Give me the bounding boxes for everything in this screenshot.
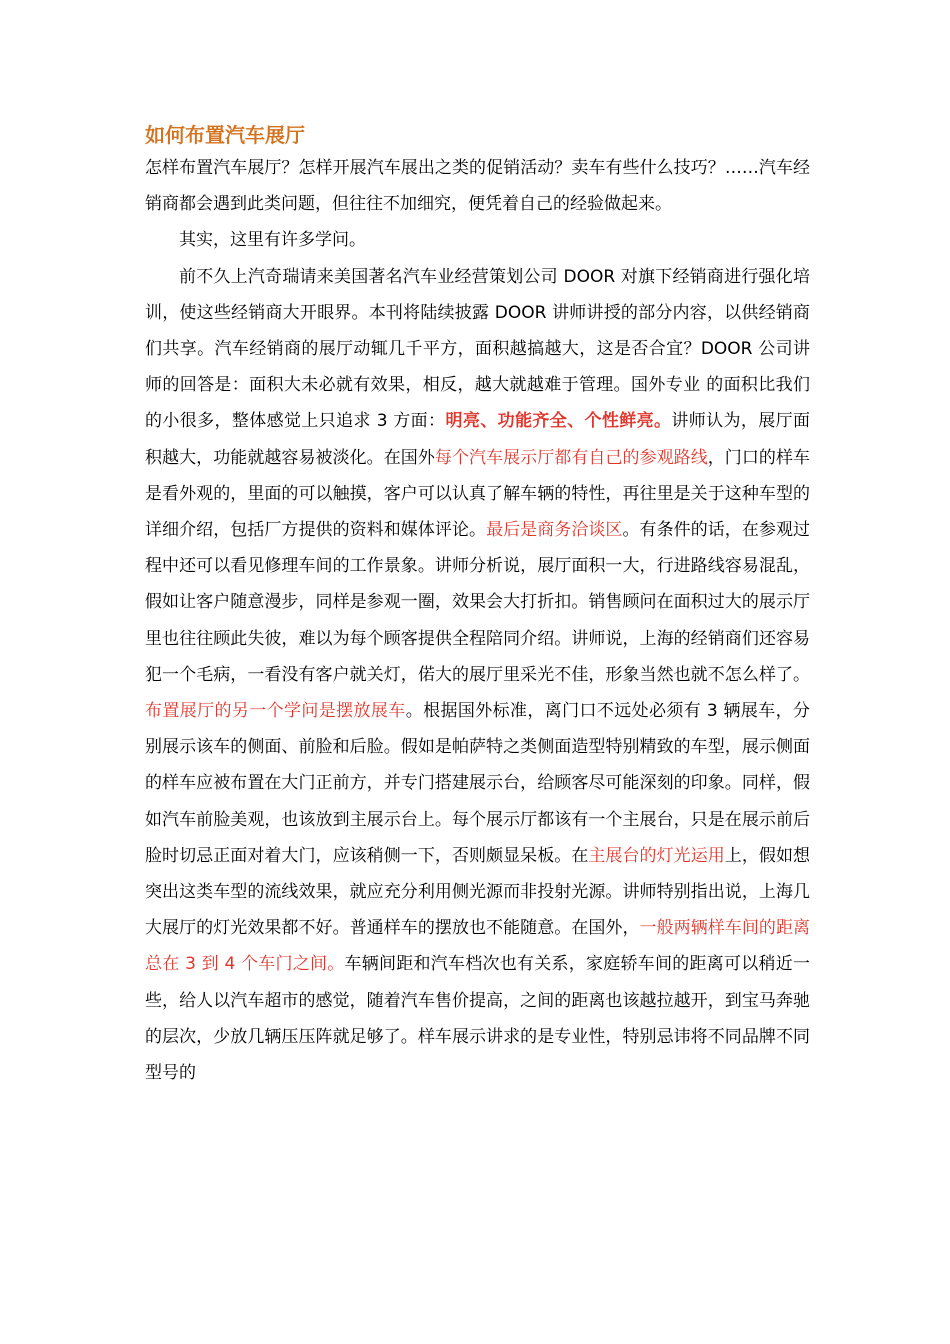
text-segment: 讲师认为，展厅面积越大，功能就越容易被淡化。在国外: [145, 411, 811, 468]
text-segment: 。有条件的话，在参观过程中还可以看见修理车间的工作景象。讲师分析说，展厅面积一大，行进路线容易混乱，假如让客户随意漫步，同样是参观一圈，效果会大打折扣。销售顾问在面积过大的展示厅里也往往顾此失彼，难以为每个顾客提供全程陪同介绍。讲师说，上海的经销商们还容易犯一个毛病，一看没有客户就关灯，偌大的展厅里采光不佳，形象当然也就不怎么样了。: [145, 520, 811, 685]
text-segment: 上，假如想突出这类车型的流线效果，就应充分利用侧光源而非投射光源。讲师特别指出说，上海几大展厅的灯光效果都不好。普通样车的摆放也不能随意。在国外，: [145, 845, 811, 939]
document-page: [145, 120, 810, 1091]
paragraph-3: [145, 259, 810, 1092]
highlight-text: 主展台的灯光运用: [588, 845, 725, 866]
document-title: 如何布置汽车展厅: [145, 123, 305, 147]
text-segment: 车辆间距和汽车档次也有关系，家庭轿车间的距离可以稍近一些，给人以汽车超市的感觉，随着汽车售价提高，之间的距离也该越拉越开，到宝马奔驰的层次，少放几辆压压阵就足够了。样车展示讲求的是专业性，特别忌讳将不同品牌不同型号的: [145, 954, 810, 1084]
text-segment: 。根据国外标准，离门口不远处必须有 3 辆展车，分别展示该车的侧面、前脸和后脸。假如是帕萨特之类侧面造型特别精致的车型，展示侧面的样车应被布置在大门正前方，并专门搭建展示台，给顾客尽可能深刻的印象。同样，假如汽车前脸美观，也该放到主展示台上。每个展示厅都该有一个主展台，只是在展示前后脸时切忌正面对着大门，应该稍侧一下，否则颇显呆板。在: [145, 701, 811, 866]
paragraph-2: 其实，这里有许多学问。: [179, 230, 366, 251]
text-segment: 前不久上汽奇瑞请来美国著名汽车业经营策划公司 DOOR 对旗下经销商进行强化培训，使这些经销商大开眼界。本刊将陆续披露 DOOR 讲师讲授的部分内容，以供经销商们共享。汽车经销商的展厅动辄几千平方，面积越搞越大，这是否合宜？DOOR 公司讲师的回答是：面积大未必就有效果，相反，越大就越难于管理。国外专业 的面积比我们的小很多，整体感觉上只追求 3 方面：: [145, 266, 810, 432]
highlight-text: 每个汽车展示厅都有自己的参观路线: [434, 447, 708, 468]
highlight-bold-text: 明亮、功能齐全、个性鲜亮。: [445, 411, 672, 432]
highlight-text: 一般两辆样车间的距离总在 3 到 4 个车门之间。: [145, 918, 811, 975]
text-segment: ，门口的样车是看外观的，里面的可以触摸，客户可以认真了解车辆的特性，再往里是关于这种车型的详细介绍，包括厂方提供的资料和媒体评论。: [145, 447, 811, 541]
highlight-text: 布置展厅的另一个学问是摆放展车: [145, 701, 406, 722]
highlight-text: 最后是商务洽谈区: [486, 520, 623, 541]
intro-paragraph: 怎样布置汽车展厅？怎样开展汽车展出之类的促销活动？卖车有些什么技巧？……汽车经销商都会遇到此类问题，但往往不加细究，便凭着自己的经验做起来。: [145, 158, 810, 215]
